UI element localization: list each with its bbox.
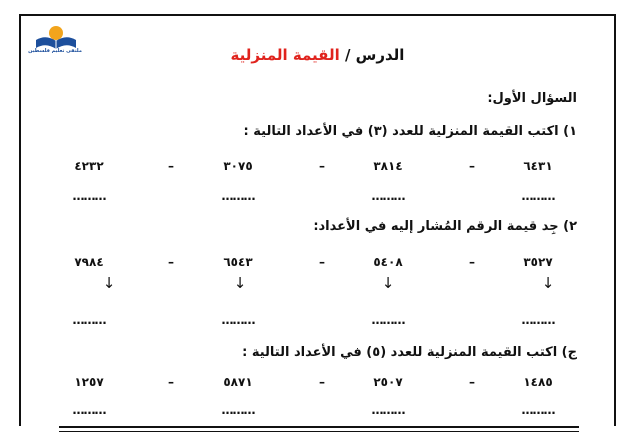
q3-number-1: ١٤٨٥ [523,375,553,389]
page-title [0,46,635,64]
q3-dash-3: – [168,375,174,389]
q3-number-2: ٢٥٠٧ [373,375,403,389]
q1-answer-blank-4[interactable]: ……… [72,189,106,203]
down-arrow-icon: ↓ [381,274,395,292]
q2-dash-2: – [319,255,325,269]
q2-number-4: ٧٩٨٤ [74,255,104,269]
q2-answer-blank-1[interactable]: ……… [521,313,555,327]
q3-dash-1: – [469,375,475,389]
down-arrow-icon: ↓ [541,274,555,292]
q3-answer-blank-1[interactable]: ……… [521,403,555,417]
q3-number-3: ٥٨٧١ [223,375,253,389]
q2-answer-blank-4[interactable]: ……… [72,313,106,327]
q1-number-4: ٤٢٣٢ [74,159,104,173]
q1-answer-blank-3[interactable]: ……… [221,189,255,203]
q1-dash-3: – [168,159,174,173]
q2-dash-3: – [168,255,174,269]
q2-number-2: ٥٤٠٨ [373,255,403,269]
question-3-text: ج) اكتب القيمة المنزلية للعدد (٥) في الأعداد التالية : [242,345,577,360]
q2-dash-1: – [469,255,475,269]
q3-dash-2: – [319,375,325,389]
q2-answer-blank-2[interactable]: ……… [371,313,405,327]
q1-answer-blank-2[interactable]: ……… [371,189,405,203]
down-arrow-icon: ↓ [233,274,247,292]
q1-answer-blank-1[interactable]: ……… [521,189,555,203]
q1-number-1: ٦٤٣١ [523,159,553,173]
q2-answer-blank-3[interactable]: ……… [221,313,255,327]
q3-answer-blank-4[interactable]: ……… [72,403,106,417]
q2-number-3: ٦٥٤٣ [223,255,253,269]
q1-dash-1: – [469,159,475,173]
question-heading: السؤال الأول: [487,91,577,106]
title-prefix: الدرس / [339,46,405,64]
bottom-rule [59,426,579,428]
title-topic: القيمة المنزلية [230,46,340,64]
logo-caption: ملتقى تعليم فلسطين [28,48,82,54]
bottom-rule-thin [59,431,579,432]
question-1-text: ١) اكتب القيمة المنزلية للعدد (٣) في الأعداد التالية : [243,124,577,139]
q2-number-1: ٣٥٢٧ [523,255,553,269]
down-arrow-icon: ↓ [102,274,116,292]
q3-answer-blank-2[interactable]: ……… [371,403,405,417]
q1-number-3: ٣٠٧٥ [223,159,253,173]
q3-number-4: ١٢٥٧ [74,375,104,389]
q3-answer-blank-3[interactable]: ……… [221,403,255,417]
question-2-text: ٢) جِد قيمة الرقم المُشار إليه في الأعداد: [313,219,577,234]
q1-number-2: ٣٨١٤ [373,159,403,173]
q1-dash-2: – [319,159,325,173]
